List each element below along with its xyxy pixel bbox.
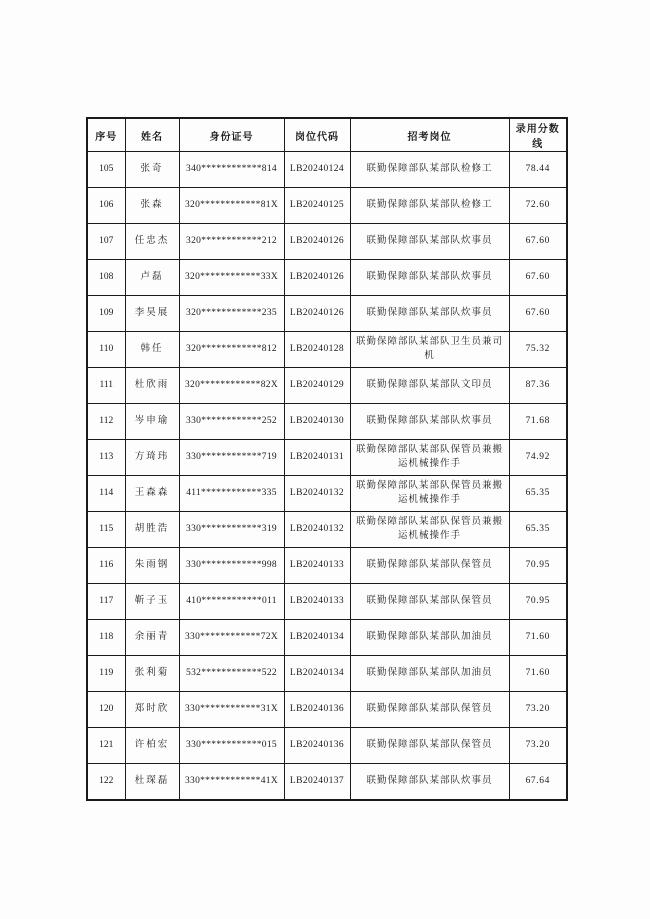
cell-position: 联勤保障部队某部队保管员 — [350, 548, 509, 584]
cell-position: 联勤保障部队某部队加油员 — [350, 620, 509, 656]
cell-serial-number: 117 — [87, 584, 125, 620]
header-id-number: 身份证号 — [179, 118, 284, 152]
cell-position: 联勤保障部队某部队炊事员 — [350, 260, 509, 296]
cell-serial-number: 111 — [87, 368, 125, 404]
cell-position-code: LB20240134 — [284, 620, 350, 656]
cell-serial-number: 112 — [87, 404, 125, 440]
cell-id-number: 330************41X — [179, 764, 284, 801]
cell-score-line: 71.68 — [509, 404, 567, 440]
table-row — [87, 260, 567, 296]
cell-id-number: 320************33X — [179, 260, 284, 296]
cell-name: 任忠杰 — [125, 224, 179, 260]
table-row — [87, 368, 567, 404]
cell-position: 联勤保障部队某部队保管员兼搬运机械操作手 — [350, 440, 509, 476]
cell-position: 联勤保障部队某部队保管员兼搬运机械操作手 — [350, 476, 509, 512]
cell-position: 联勤保障部队某部队炊事员 — [350, 764, 509, 801]
table-row — [87, 476, 567, 512]
cell-position-code: LB20240124 — [284, 152, 350, 188]
cell-position-code: LB20240126 — [284, 260, 350, 296]
cell-id-number: 330************719 — [179, 440, 284, 476]
cell-position-code: LB20240136 — [284, 692, 350, 728]
cell-score-line: 73.20 — [509, 728, 567, 764]
cell-id-number: 320************212 — [179, 224, 284, 260]
cell-name: 朱雨钢 — [125, 548, 179, 584]
cell-name: 杜琛磊 — [125, 764, 179, 801]
cell-position: 联勤保障部队某部队炊事员 — [350, 296, 509, 332]
cell-id-number: 320************235 — [179, 296, 284, 332]
cell-position-code: LB20240134 — [284, 656, 350, 692]
table-row — [87, 620, 567, 656]
cell-position-code: LB20240132 — [284, 512, 350, 548]
cell-serial-number: 113 — [87, 440, 125, 476]
cell-id-number: 411************335 — [179, 476, 284, 512]
cell-serial-number: 120 — [87, 692, 125, 728]
cell-position: 联勤保障部队某部队保管员 — [350, 584, 509, 620]
cell-score-line: 70.95 — [509, 584, 567, 620]
cell-position-code: LB20240132 — [284, 476, 350, 512]
cell-position: 联勤保障部队某部队检修工 — [350, 188, 509, 224]
cell-name: 方琦玮 — [125, 440, 179, 476]
cell-position: 联勤保障部队某部队检修工 — [350, 152, 509, 188]
cell-name: 杜欣雨 — [125, 368, 179, 404]
table-row — [87, 296, 567, 332]
cell-name: 许柏宏 — [125, 728, 179, 764]
table-row — [87, 728, 567, 764]
cell-serial-number: 119 — [87, 656, 125, 692]
cell-id-number: 410************011 — [179, 584, 284, 620]
table-row — [87, 332, 567, 368]
cell-score-line: 67.64 — [509, 764, 567, 801]
cell-name: 张森 — [125, 188, 179, 224]
cell-position-code: LB20240125 — [284, 188, 350, 224]
table-row — [87, 224, 567, 260]
cell-position: 联勤保障部队某部队保管员 — [350, 692, 509, 728]
cell-score-line: 74.92 — [509, 440, 567, 476]
cell-serial-number: 114 — [87, 476, 125, 512]
cell-serial-number: 121 — [87, 728, 125, 764]
cell-score-line: 65.35 — [509, 512, 567, 548]
cell-position-code: LB20240128 — [284, 332, 350, 368]
cell-name: 韩任 — [125, 332, 179, 368]
table-row — [87, 440, 567, 476]
header-serial-number: 序号 — [87, 118, 125, 152]
cell-position-code: LB20240130 — [284, 404, 350, 440]
cell-score-line: 71.60 — [509, 656, 567, 692]
header-position: 招考岗位 — [350, 118, 509, 152]
table-row — [87, 188, 567, 224]
cell-serial-number: 106 — [87, 188, 125, 224]
table-row — [87, 692, 567, 728]
cell-score-line: 73.20 — [509, 692, 567, 728]
cell-position-code: LB20240136 — [284, 728, 350, 764]
cell-id-number: 330************015 — [179, 728, 284, 764]
table-row — [87, 404, 567, 440]
cell-id-number: 330************252 — [179, 404, 284, 440]
cell-position-code: LB20240126 — [284, 224, 350, 260]
cell-name: 郑时欣 — [125, 692, 179, 728]
table-row — [87, 512, 567, 548]
cell-score-line: 67.60 — [509, 260, 567, 296]
cell-position: 联勤保障部队某部队卫生员兼司机 — [350, 332, 509, 368]
cell-score-line: 72.60 — [509, 188, 567, 224]
recruitment-score-table — [86, 117, 568, 801]
cell-serial-number: 105 — [87, 152, 125, 188]
cell-serial-number: 118 — [87, 620, 125, 656]
cell-id-number: 320************82X — [179, 368, 284, 404]
cell-id-number: 320************81X — [179, 188, 284, 224]
cell-position-code: LB20240129 — [284, 368, 350, 404]
cell-serial-number: 110 — [87, 332, 125, 368]
cell-id-number: 532************522 — [179, 656, 284, 692]
cell-serial-number: 107 — [87, 224, 125, 260]
cell-name: 靳子玉 — [125, 584, 179, 620]
cell-score-line: 87.36 — [509, 368, 567, 404]
cell-score-line: 71.60 — [509, 620, 567, 656]
table-row — [87, 152, 567, 188]
cell-score-line: 78.44 — [509, 152, 567, 188]
cell-id-number: 330************998 — [179, 548, 284, 584]
header-name: 姓名 — [125, 118, 179, 152]
cell-position: 联勤保障部队某部队炊事员 — [350, 404, 509, 440]
table-row — [87, 656, 567, 692]
cell-position: 联勤保障部队某部队保管员兼搬运机械操作手 — [350, 512, 509, 548]
header-position-code: 岗位代码 — [284, 118, 350, 152]
cell-serial-number: 109 — [87, 296, 125, 332]
cell-position: 联勤保障部队某部队文印员 — [350, 368, 509, 404]
cell-position: 联勤保障部队某部队保管员 — [350, 728, 509, 764]
cell-name: 卢磊 — [125, 260, 179, 296]
cell-score-line: 70.95 — [509, 548, 567, 584]
cell-position-code: LB20240133 — [284, 584, 350, 620]
cell-score-line: 67.60 — [509, 224, 567, 260]
header-score-line: 录用分数线 — [509, 118, 567, 152]
cell-name: 张利菊 — [125, 656, 179, 692]
table-row — [87, 584, 567, 620]
cell-name: 岑申瑜 — [125, 404, 179, 440]
cell-score-line: 65.35 — [509, 476, 567, 512]
table-row — [87, 548, 567, 584]
table-row — [87, 764, 567, 801]
cell-name: 胡胜浩 — [125, 512, 179, 548]
table-header-row — [87, 118, 567, 152]
cell-id-number: 330************319 — [179, 512, 284, 548]
cell-id-number: 340************814 — [179, 152, 284, 188]
cell-position-code: LB20240131 — [284, 440, 350, 476]
cell-score-line: 75.32 — [509, 332, 567, 368]
cell-name: 李昊展 — [125, 296, 179, 332]
cell-serial-number: 115 — [87, 512, 125, 548]
cell-serial-number: 116 — [87, 548, 125, 584]
cell-position: 联勤保障部队某部队加油员 — [350, 656, 509, 692]
cell-score-line: 67.60 — [509, 296, 567, 332]
cell-position-code: LB20240126 — [284, 296, 350, 332]
cell-name: 张奇 — [125, 152, 179, 188]
cell-position-code: LB20240137 — [284, 764, 350, 801]
cell-name: 王森森 — [125, 476, 179, 512]
cell-position: 联勤保障部队某部队炊事员 — [350, 224, 509, 260]
cell-serial-number: 122 — [87, 764, 125, 801]
cell-id-number: 320************812 — [179, 332, 284, 368]
cell-name: 余丽青 — [125, 620, 179, 656]
cell-position-code: LB20240133 — [284, 548, 350, 584]
cell-id-number: 330************31X — [179, 692, 284, 728]
cell-id-number: 330************72X — [179, 620, 284, 656]
cell-serial-number: 108 — [87, 260, 125, 296]
